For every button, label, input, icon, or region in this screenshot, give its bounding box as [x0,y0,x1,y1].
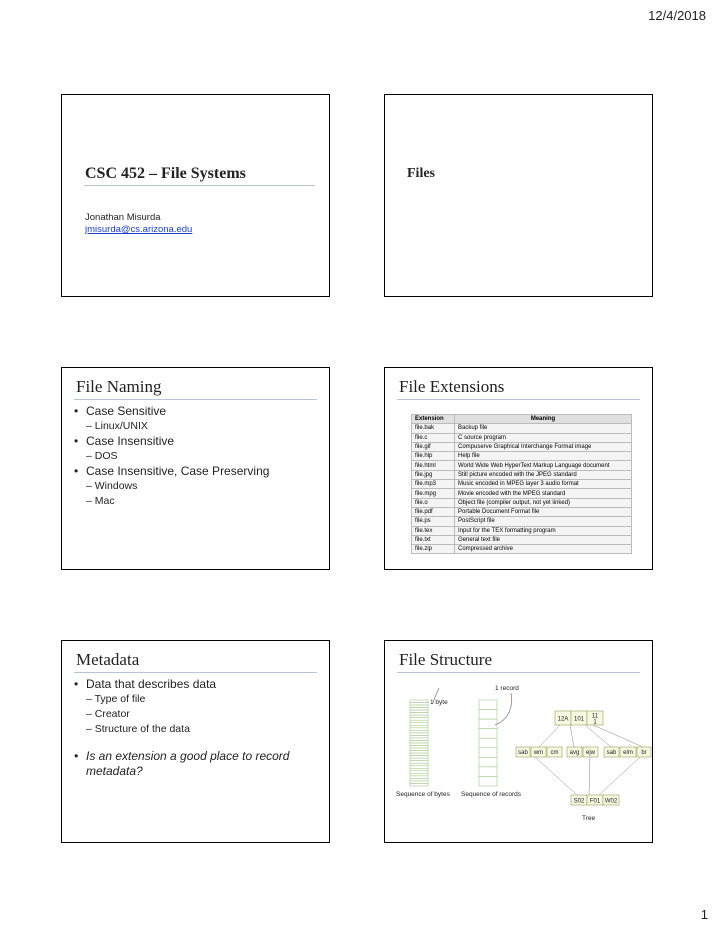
record-cell [479,710,497,720]
title-rule [84,185,315,186]
byte-cell [410,730,428,733]
tree-node-label: sab [606,750,617,757]
extension-cell: file.pdf [412,507,455,516]
byte-cell [410,758,428,761]
table-row [412,442,632,451]
record-cell [479,748,497,758]
extensions-table [411,414,632,554]
extension-cell: file.html [412,461,455,470]
extension-cell: file.mpg [412,489,455,498]
extension-cell: file.tex [412,526,455,535]
slide-files [384,94,653,297]
table-row [412,461,632,470]
extension-cell: file.jpg [412,470,455,479]
tree-edge [585,725,611,747]
sub-bullet: – Type of file [74,692,321,707]
table-row [412,452,632,461]
table-row [412,433,632,442]
tree-node-label: 1 [593,719,597,726]
byte-cell [410,720,428,723]
byte-cell [410,708,428,711]
meaning-cell: Compressed archive [455,545,632,554]
byte-cell [410,738,428,741]
file-structure-diagram [385,641,654,844]
extension-cell: file.zip [412,545,455,554]
byte-cell [410,746,428,749]
metadata-bullets [74,677,321,779]
meaning-cell: Still picture encoded with the JPEG standard [455,470,632,479]
header-date: 12/4/2018 [648,8,706,23]
slide-metadata-heading: Metadata [76,650,140,669]
bullet: • Case Sensitive [74,404,321,419]
byte-cell [410,773,428,776]
byte-cell [410,743,428,746]
slide-file-naming-heading: File Naming [76,377,162,396]
byte-cell [410,756,428,759]
byte-cell [410,735,428,738]
table-row [412,517,632,526]
tree-edge [599,757,640,795]
byte-cell [410,748,428,751]
extension-cell: file.bak [412,424,455,433]
tree-node-label: ejw [585,750,596,757]
slide-file-extensions [384,367,653,570]
sub-bullet: – Structure of the data [74,722,321,737]
record-cell [479,719,497,729]
byte-cell [410,718,428,721]
byte-cell [410,715,428,718]
tree-node-label: cm [550,750,559,757]
byte-cell [410,778,428,781]
tree-node-label: elm [623,750,633,757]
byte-cell [410,703,428,706]
column-header-extension: Extension [412,415,455,424]
sub-bullet: – DOS [74,449,321,464]
author-email-link[interactable]: jmisurda@cs.arizona.edu [85,224,193,235]
byte-cell [410,705,428,708]
table-row [412,507,632,516]
bullet: • Data that describes data [74,677,321,692]
byte-cell [410,761,428,764]
table-row [412,526,632,535]
slide-title-heading: CSC 452 – File Systems [85,165,246,182]
table-row [412,545,632,554]
tree-edge [539,725,560,747]
tree-node-label: F01 [589,798,601,805]
record-cell [479,738,497,748]
slide-file-extensions-heading: File Extensions [399,377,505,396]
record-cell [479,776,497,786]
sub-bullet: – Windows [74,479,321,494]
byte-cell [410,753,428,756]
tree-edge [589,757,590,795]
tree-node-label: S02 [573,798,585,805]
extension-cell: file.ps [412,517,455,526]
extension-cell: file.c [412,433,455,442]
title-rule [397,399,640,400]
spacer [74,737,321,749]
meaning-cell: Help file [455,452,632,461]
meaning-cell: Music encoded in MPEG layer 3 audio format [455,480,632,489]
meaning-cell: Object file (compiler output, not yet linked) [455,498,632,507]
record-cell [479,700,497,710]
byte-cell [410,768,428,771]
slide-metadata [61,640,330,843]
byte-cell [410,700,428,703]
extensions-table-body [412,424,632,554]
slide-file-structure-heading: File Structure [399,650,493,669]
table-row [412,470,632,479]
table-row [412,480,632,489]
page-number: 1 [700,907,708,922]
byte-cell [410,776,428,779]
slide-file-structure [384,640,653,843]
sub-bullet: – Creator [74,707,321,722]
extension-cell: file.hlp [412,452,455,461]
tree-edge [593,725,643,747]
byte-cell [410,781,428,784]
tree-node-label: 12A [557,716,569,723]
record-cell [479,757,497,767]
bullet: • Case Insensitive [74,434,321,449]
tree-node-label: br [641,750,647,757]
title-rule [74,672,317,673]
record-cell [479,767,497,777]
one-byte-label: 1 byte [430,699,448,706]
tree-node-label: 11 [591,713,599,720]
meaning-cell: PostScript file [455,517,632,526]
table-row [412,498,632,507]
byte-cell [410,740,428,743]
tree-node-label: avg [569,750,580,757]
slide-file-naming [61,367,330,570]
naming-bullets [74,404,321,509]
byte-cell [410,771,428,774]
byte-cell [410,723,428,726]
record-pointer-line [495,693,512,725]
column-header-meaning: Meaning [455,415,632,424]
meaning-cell: Movie encoded with the MPEG standard [455,489,632,498]
slide-title [61,94,330,297]
table-row [412,489,632,498]
bullet-question: • Is an extension a good place to record metadata? [74,749,321,779]
tree-node-label: wm [533,750,544,757]
one-record-label: 1 record [495,685,519,692]
tree-node-label: 101 [573,716,585,723]
table-row [412,424,632,433]
tree-label: Tree [582,815,596,822]
tree-edges [535,725,643,795]
byte-cell [410,733,428,736]
meaning-cell: World Wide Web HyperText Markup Language document [455,461,632,470]
byte-cell [410,710,428,713]
tree-edge [535,757,577,795]
bullet: • Case Insensitive, Case Preserving [74,464,321,479]
table-row [412,535,632,544]
sub-bullet: – Linux/UNIX [74,419,321,434]
meaning-cell: Backup file [455,424,632,433]
sub-bullet: – Mac [74,494,321,509]
title-rule [74,399,317,400]
byte-cell [410,725,428,728]
byte-cell [410,783,428,786]
meaning-cell: Input for the TEX formatting program [455,526,632,535]
meaning-cell: Portable Document Format file [455,507,632,516]
record-cell [479,729,497,739]
byte-cell [410,713,428,716]
slide-files-heading: Files [407,166,435,181]
record-sequence-stack [479,700,497,786]
extension-cell: file.o [412,498,455,507]
table-header-row [412,415,632,424]
byte-cell [410,763,428,766]
byte-cell [410,766,428,769]
seq-bytes-label: Sequence of bytes [396,791,450,798]
extension-cell: file.mp3 [412,480,455,489]
meaning-cell: General text file [455,535,632,544]
author-name: Jonathan Misurda [85,212,161,223]
byte-cell [410,751,428,754]
byte-cell [410,728,428,731]
seq-records-label: Sequence of records [461,791,521,798]
meaning-cell: Compuserve Graphical Interchange Format image [455,442,632,451]
meaning-cell: C source program [455,433,632,442]
byte-sequence-stack [410,700,428,786]
tree-edge [570,725,574,747]
extension-cell: file.txt [412,535,455,544]
extension-cell: file.gif [412,442,455,451]
tree-node-label: sab [518,750,528,757]
tree-node-label: W02 [604,798,618,805]
